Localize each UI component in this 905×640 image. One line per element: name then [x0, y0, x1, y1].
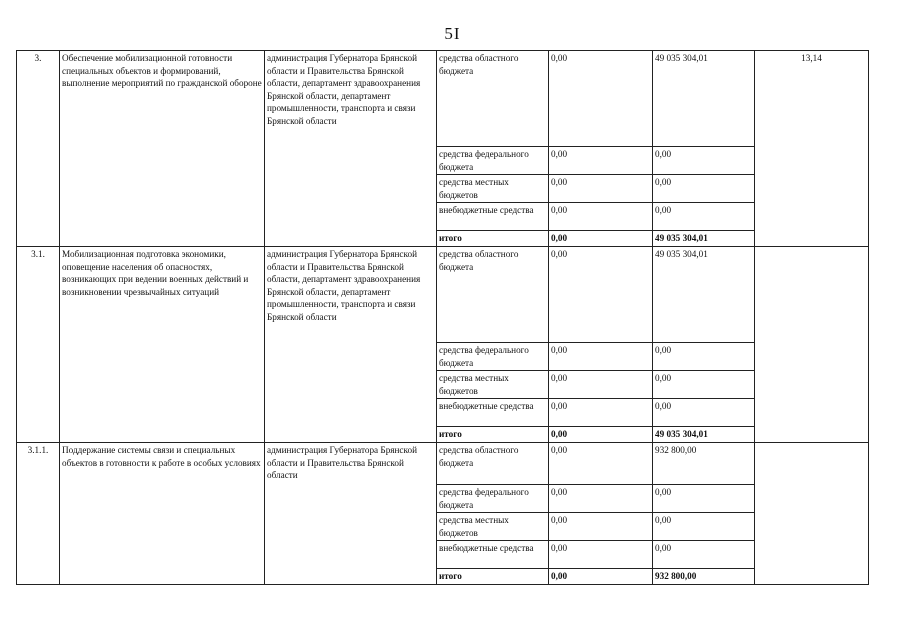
- funding-source: средства федерального бюджета: [437, 147, 549, 175]
- table-row: [17, 246, 869, 342]
- funding-source: средства местных бюджетов: [437, 371, 549, 399]
- amount-1-total: 0,00: [549, 427, 653, 443]
- funding-source: средства федерального бюджета: [437, 342, 549, 370]
- indicator-reference: 13,14: [755, 51, 869, 247]
- amount-2: 0,00: [653, 399, 755, 427]
- amount-2-total: 49 035 304,01: [653, 427, 755, 443]
- amount-1: 0,00: [549, 513, 653, 541]
- amount-1-total: 0,00: [549, 231, 653, 247]
- funding-source: средства местных бюджетов: [437, 513, 549, 541]
- table-row: [17, 442, 869, 484]
- page-number: 5I: [444, 24, 461, 43]
- amount-2: 0,00: [653, 147, 755, 175]
- amount-2: 0,00: [653, 203, 755, 231]
- item-number: 3.1.: [17, 246, 60, 442]
- table-row: [17, 51, 869, 147]
- amount-2: 0,00: [653, 342, 755, 370]
- item-name: Обеспечение мобилизационной готовности специальных объектов и формирований, выполнение мероприятий по гражданской обороне: [60, 51, 265, 247]
- amount-1-total: 0,00: [549, 569, 653, 585]
- amount-2: 49 035 304,01: [653, 246, 755, 342]
- funding-source-total: итого: [437, 427, 549, 443]
- funding-source: внебюджетные средства: [437, 399, 549, 427]
- amount-2: 0,00: [653, 541, 755, 569]
- amount-2: 0,00: [653, 371, 755, 399]
- funding-source-total: итого: [437, 569, 549, 585]
- amount-2: 0,00: [653, 175, 755, 203]
- funding-source: средства областного бюджета: [437, 51, 549, 147]
- item-executor: администрация Губернатора Брянской области и Правительства Брянской области, департамент здравоохранения Брянской области, департамент промышленности, транспорта и связи Брянской области: [265, 246, 437, 442]
- amount-1: 0,00: [549, 147, 653, 175]
- amount-2: 0,00: [653, 513, 755, 541]
- funding-source: средства федерального бюджета: [437, 484, 549, 512]
- amount-1: 0,00: [549, 442, 653, 484]
- amount-1: 0,00: [549, 51, 653, 147]
- funding-source: внебюджетные средства: [437, 203, 549, 231]
- amount-1: 0,00: [549, 203, 653, 231]
- amount-2: 49 035 304,01: [653, 51, 755, 147]
- amount-1: 0,00: [549, 175, 653, 203]
- indicator-reference: [755, 442, 869, 584]
- amount-2: 0,00: [653, 484, 755, 512]
- amount-1: 0,00: [549, 484, 653, 512]
- amount-2: 932 800,00: [653, 442, 755, 484]
- funding-source: внебюджетные средства: [437, 541, 549, 569]
- item-executor: администрация Губернатора Брянской области и Правительства Брянской области: [265, 442, 437, 584]
- amount-2-total: 932 800,00: [653, 569, 755, 585]
- item-executor: администрация Губернатора Брянской области и Правительства Брянской области, департамент здравоохранения Брянской области, департамент промышленности, транспорта и связи Брянской области: [265, 51, 437, 247]
- item-name: Поддержание системы связи и специальных объектов в готовности к работе в особых условиях: [60, 442, 265, 584]
- program-table: [16, 50, 869, 585]
- amount-1: 0,00: [549, 541, 653, 569]
- item-name: Мобилизационная подготовка экономики, оповещение населения об опасностях, возникающих при ведении военных действий и возникновении чрезвычайных ситуаций: [60, 246, 265, 442]
- funding-source: средства областного бюджета: [437, 442, 549, 484]
- item-number: 3.: [17, 51, 60, 247]
- funding-source: средства местных бюджетов: [437, 175, 549, 203]
- amount-1: 0,00: [549, 371, 653, 399]
- amount-2-total: 49 035 304,01: [653, 231, 755, 247]
- indicator-reference: [755, 246, 869, 442]
- amount-1: 0,00: [549, 246, 653, 342]
- funding-source-total: итого: [437, 231, 549, 247]
- item-number: 3.1.1.: [17, 442, 60, 584]
- funding-source: средства областного бюджета: [437, 246, 549, 342]
- amount-1: 0,00: [549, 342, 653, 370]
- amount-1: 0,00: [549, 399, 653, 427]
